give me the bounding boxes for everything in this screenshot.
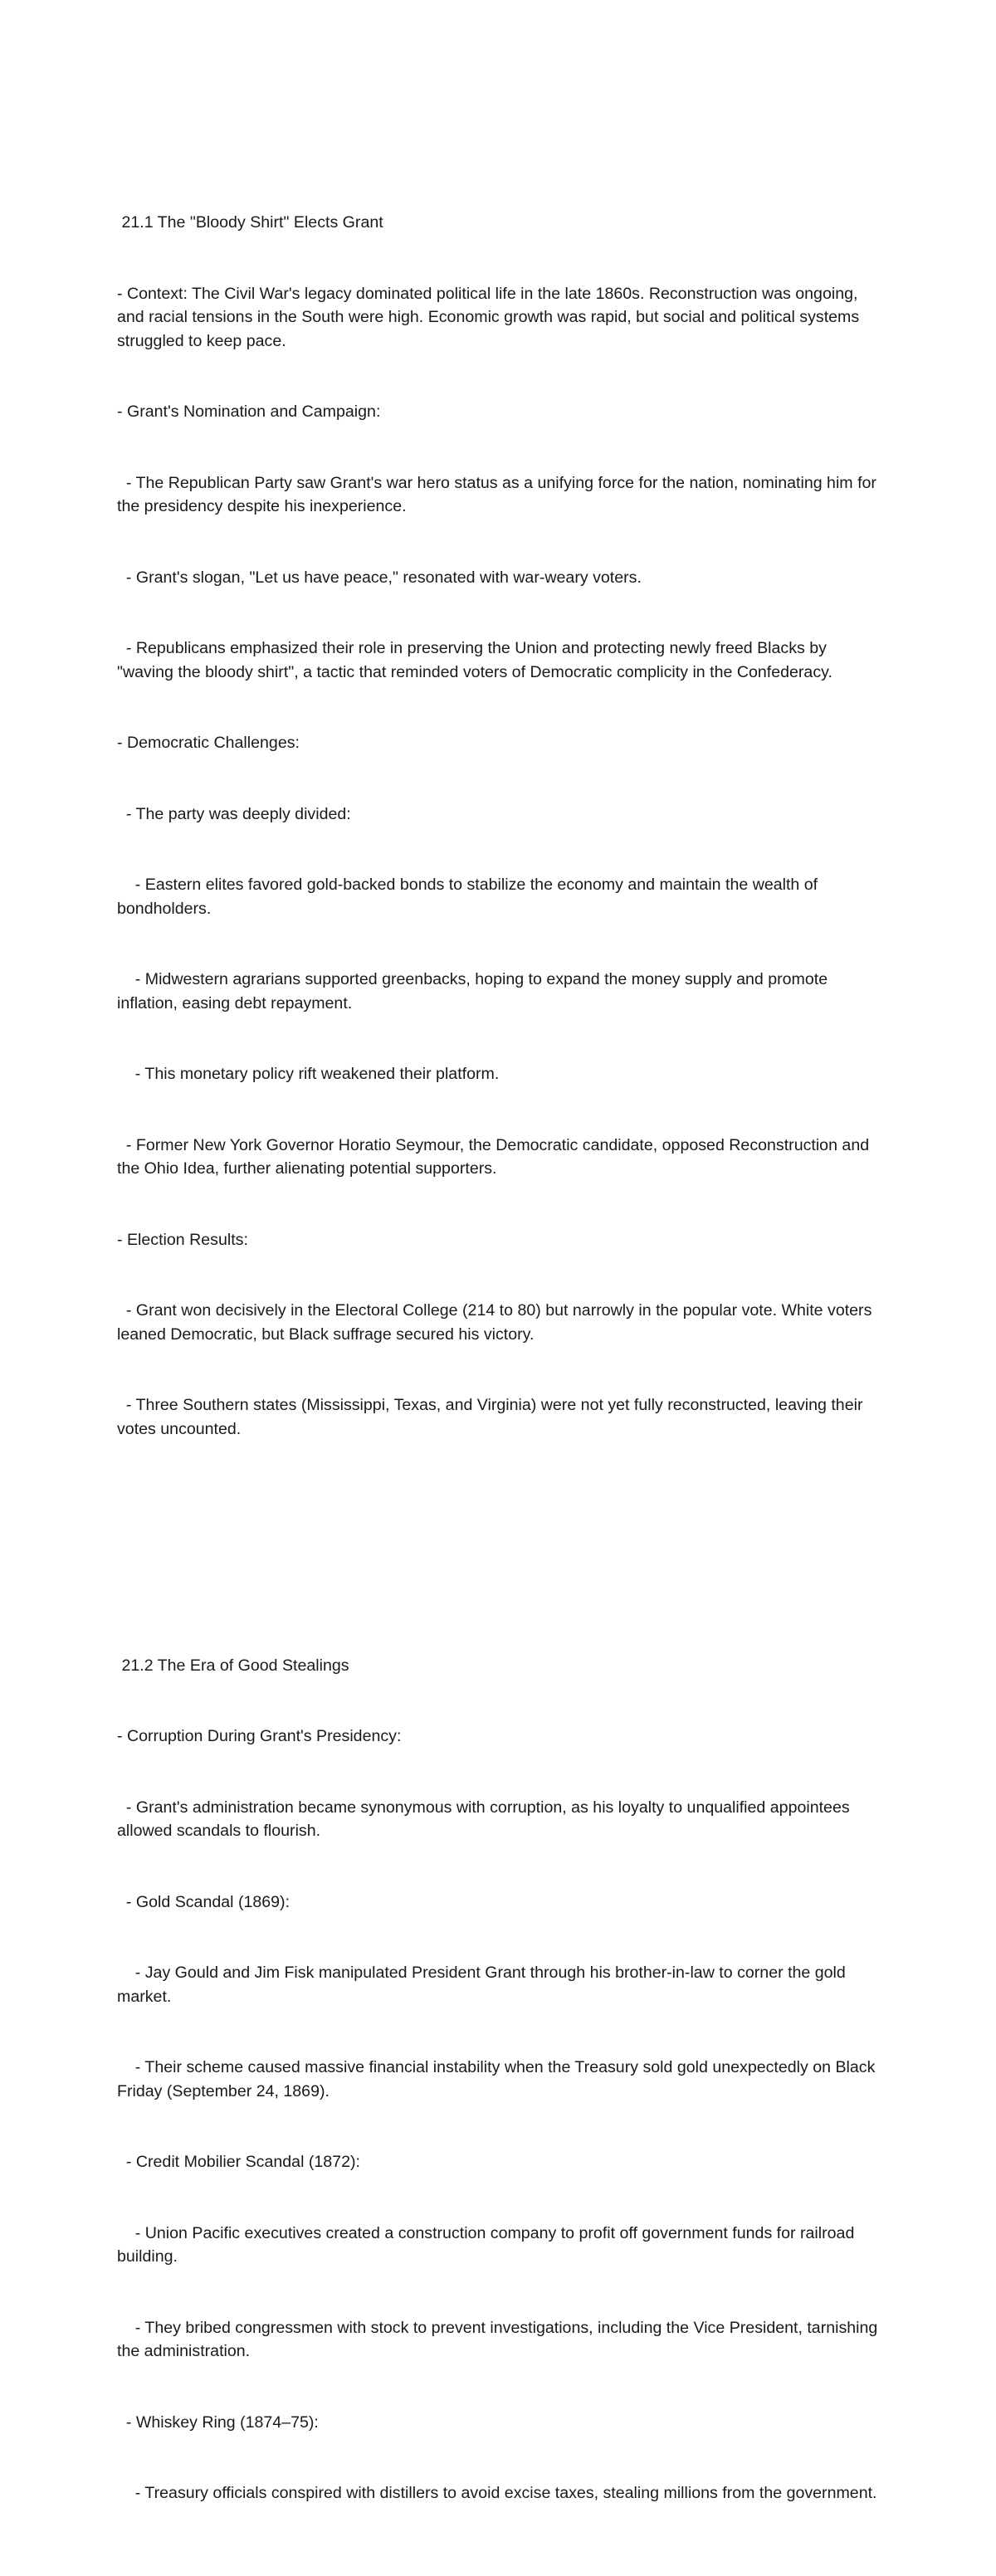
bullet-line: - Eastern elites favored gold-backed bonds to stabilize the economy and maintain the wealth of bondholders. (117, 876, 823, 918)
bullet-line: - Grant's slogan, "Let us have peace," resonated with war-weary voters. (117, 568, 642, 587)
bullet-line: - Republicans emphasized their role in preserving the Union and protecting newly freed Blacks by "waving the bloody shirt", a tactic that reminded voters of Democratic complicity in the Confederacy. (117, 639, 832, 681)
bullet-line: - Grant's administration became synonymous with corruption, as his loyalty to unqualified appointees allowed scandals to flourish. (117, 1798, 855, 1840)
bullet-line: - This monetary policy rift weakened their platform. (117, 1065, 500, 1083)
bullet-line: - Democratic Challenges: (117, 734, 300, 752)
bullet-line: - Credit Mobilier Scandal (1872): (117, 2153, 360, 2171)
section-21-1 (117, 163, 881, 1488)
blank-line (117, 1535, 881, 1559)
bullet-line: - Whiskey Ring (1874–75): (117, 2413, 319, 2432)
bullet-line: - Jay Gould and Jim Fisk manipulated President Grant through his brother-in-law to corner the gold market. (117, 1964, 851, 2006)
bullet-line: - Gold Scandal (1869): (117, 1892, 290, 1911)
bullet-line: - Context: The Civil War's legacy dominated political life in the late 1860s. Reconstruction was ongoing, and racial tensions in the South were high. Economic growth was rapid, but social and political systems struggled to keep pace. (117, 284, 864, 350)
bullet-line: - Midwestern agrarians supported greenbacks, hoping to expand the money supply and promote inflation, easing debt repayment. (117, 970, 832, 1012)
document-page (117, 116, 881, 2576)
section-heading: 21.1 The "Bloody Shirt" Elects Grant (117, 213, 383, 232)
section-heading: 21.2 The Era of Good Stealings (117, 1656, 349, 1675)
bullet-line: - Corruption During Grant's Presidency: (117, 1727, 402, 1745)
bullet-line: - Election Results: (117, 1230, 248, 1249)
bullet-line: - Treasury officials conspired with distillers to avoid excise taxes, stealing millions from the government. (117, 2484, 877, 2502)
section-21-2 (117, 1607, 881, 2553)
bullet-line: - Three Southern states (Mississippi, Texas, and Virginia) were not yet fully reconstructed, leaving their votes uncounted. (117, 1396, 867, 1438)
bullet-line: - Grant won decisively in the Electoral College (214 to 80) but narrowly in the popular vote. White voters leaned Democratic, but Black suffrage secured his victory. (117, 1301, 876, 1344)
bullet-line: - Union Pacific executives created a construction company to profit off government funds for railroad building. (117, 2223, 859, 2266)
bullet-line: - Their scheme caused massive financial instability when the Treasury sold gold unexpectedly on Black Friday (September 24, 1869). (117, 2058, 880, 2100)
bullet-line: - The Republican Party saw Grant's war hero status as a unifying force for the nation, nominating him for the presidency despite his inexperience. (117, 473, 881, 515)
bullet-line: - Grant's Nomination and Campaign: (117, 402, 381, 421)
bullet-line: - Former New York Governor Horatio Seymour, the Democratic candidate, opposed Reconstruction and the Ohio Idea, further alienating potential supporters. (117, 1135, 874, 1178)
bullet-line: - The party was deeply divided: (117, 804, 351, 823)
bullet-line: - They bribed congressmen with stock to prevent investigations, including the Vice President, tarnishing the administration. (117, 2318, 882, 2360)
